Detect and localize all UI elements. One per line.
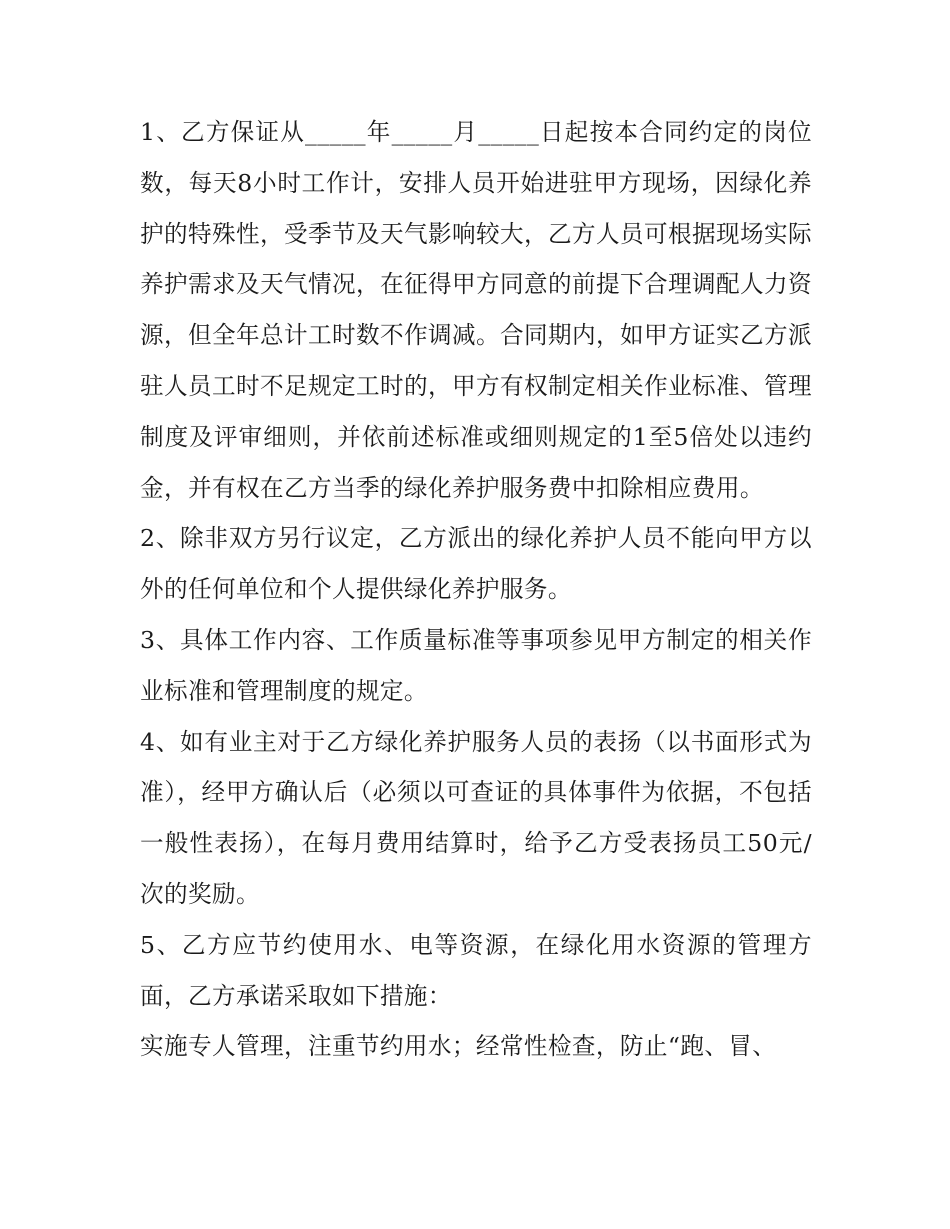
- clause-2: 2、除非双方另行议定，乙方派出的绿化养护人员不能向甲方以外的任何单位和个人提供绿化养护服务。: [140, 524, 812, 604]
- clause-4: 4、如有业主对于乙方绿化养护服务人员的表扬（以书面形式为准），经甲方确认后（必须以可查证的具体事件为依据，不包括一般性表扬），在每月费用结算时，给予乙方受表扬员工50元/次的奖励。: [140, 727, 812, 908]
- clause-5-measures: 实施专人管理，注重节约用水；经常性检查，防止“跑、冒、: [140, 1032, 777, 1061]
- clause-3: 3、具体工作内容、工作质量标准等事项参见甲方制定的相关作业标准和管理制度的规定。: [140, 625, 812, 705]
- document-body: [140, 107, 812, 1072]
- clause-5: 5、乙方应节约使用水、电等资源，在绿化用水资源的管理方面，乙方承诺采取如下措施：: [140, 930, 812, 1010]
- clause-1: 1、乙方保证从_____年_____月_____日起按本合同约定的岗位数，每天8小时工作计，安排人员开始进驻甲方现场，因绿化养护的特殊性，受季节及天气影响较大，乙方人员可根据现场实际养护需求及天气情况，在征得甲方同意的前提下合理调配人力资源，但全年总计工时数不作调减。合同期内，如甲方证实乙方派驻人员工时不足规定工时的，甲方有权制定相关作业标准、管理制度及评审细则，并依前述标准或细则规定的1至5倍处以违约金，并有权在乙方当季的绿化养护服务费中扣除相应费用。: [140, 118, 812, 502]
